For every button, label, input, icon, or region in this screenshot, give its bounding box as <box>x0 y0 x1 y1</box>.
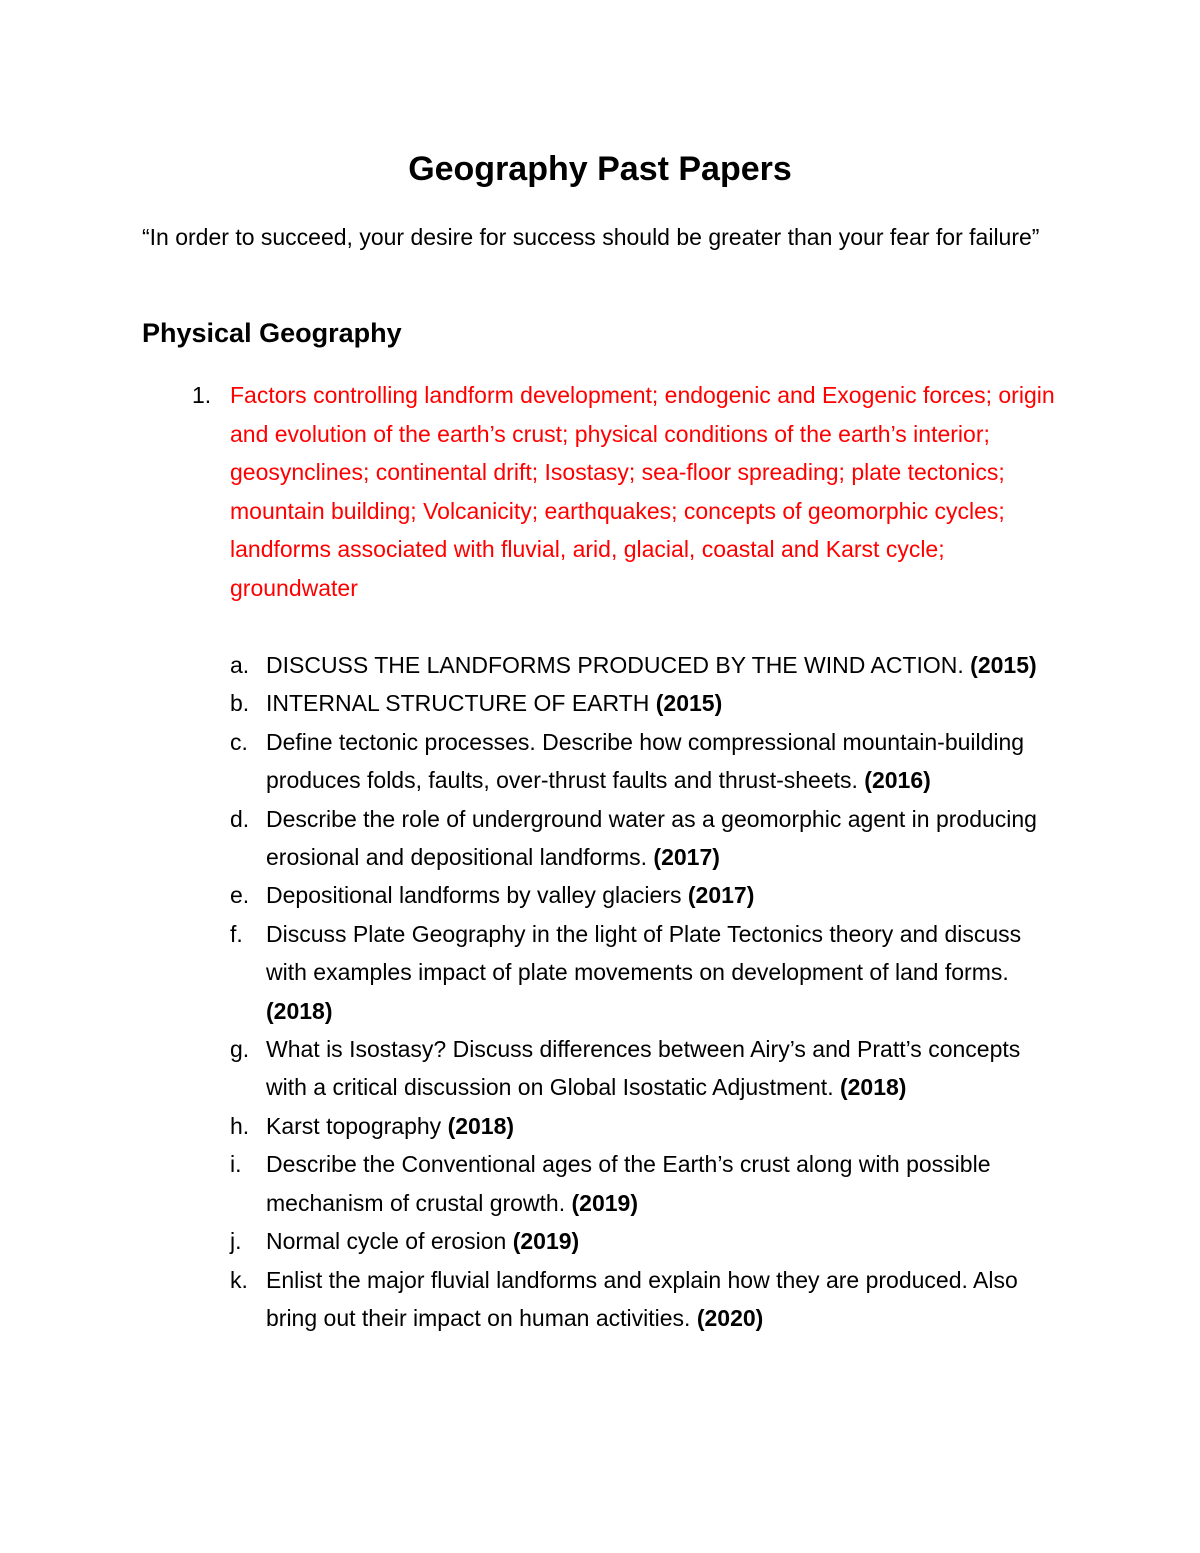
question-year: (2018) <box>447 1112 515 1139</box>
question-body <box>266 1145 1066 1222</box>
question-item <box>0 1222 1200 1260</box>
question-body <box>266 1261 1066 1338</box>
question-item <box>0 723 1200 800</box>
topic-description: Factors controlling landform development; endogenic and Exogenic forces; origin and evolution of the earth’s crust; physical conditions of the earth’s interior; geosynclines; continental drift; Isostasy; sea-floor spreading; plate tectonics; mountain building; Volcanicity; earthquakes; concepts of geomorphic cycles; landforms associated with fluvial, arid, glacial, coastal and Karst cycle; groundwater <box>230 382 1055 601</box>
question-item <box>0 800 1200 877</box>
question-text: Describe the Conventional ages of the Earth’s crust along with possible mechanism of crustal growth. <box>266 1151 991 1216</box>
question-letter: k. <box>230 1266 248 1293</box>
question-body <box>266 1222 1066 1260</box>
question-letter: i. <box>230 1151 242 1178</box>
question-letter: f. <box>230 920 243 947</box>
question-letter: b. <box>230 690 250 717</box>
topic-number: 1. <box>192 382 212 408</box>
question-body <box>266 1030 1066 1107</box>
question-text: Karst topography <box>266 1112 442 1139</box>
question-letter: c. <box>230 728 248 755</box>
document-title: Geography Past Papers <box>408 150 792 188</box>
question-year: (2015) <box>970 652 1037 678</box>
question-text: Describe the role of underground water as a geomorphic agent in producing erosional and depositional landforms. <box>266 805 1037 871</box>
motivational-quote: “In order to succeed, your desire for success should be greater than your fear for failure” <box>142 224 1040 250</box>
question-body <box>266 723 1066 800</box>
question-year: (2019) <box>571 1189 638 1216</box>
question-text: INTERNAL STRUCTURE OF EARTH <box>266 690 650 717</box>
question-year: (2019) <box>512 1228 580 1255</box>
question-body <box>266 800 1066 877</box>
question-year: (2018) <box>266 997 333 1024</box>
question-year: (2017) <box>653 844 720 871</box>
question-year: (2015) <box>655 690 723 717</box>
question-text: What is Isostasy? Discuss differences between Airy’s and Pratt’s concepts with a critical discussion on Global Isostatic Adjustment. <box>266 1036 1021 1101</box>
question-item <box>0 1261 1200 1338</box>
question-item <box>0 876 1200 914</box>
question-body <box>266 876 1066 914</box>
question-text: Normal cycle of erosion <box>266 1228 507 1255</box>
question-text: Define tectonic processes. Describe how compressional mountain-building produces folds, faults, over-thrust faults and thrust-sheets. <box>266 728 1025 794</box>
question-letter: j. <box>230 1228 242 1255</box>
question-text: Depositional landforms by valley glaciers <box>266 882 682 909</box>
question-item <box>0 1030 1200 1107</box>
question-item <box>0 1145 1200 1222</box>
question-body <box>266 684 1066 722</box>
section-heading: Physical Geography <box>142 318 402 348</box>
question-text: Enlist the major fluvial landforms and explain how they are produced. Also bring out their impact on human activities. <box>266 1266 1018 1331</box>
question-body <box>266 1107 1066 1145</box>
question-year: (2020) <box>696 1304 764 1331</box>
question-year: (2016) <box>864 767 931 794</box>
question-text: DISCUSS THE LANDFORMS PRODUCED BY THE WIND ACTION. <box>266 652 964 678</box>
question-letter: a. <box>230 652 250 678</box>
question-letter: d. <box>230 805 250 832</box>
question-item <box>0 646 1200 684</box>
question-item <box>0 1107 1200 1145</box>
question-text: Discuss Plate Geography in the light of Plate Tectonics theory and discuss with examples impact of plate movements on development of land forms. <box>266 920 1022 986</box>
question-body <box>266 915 1066 1030</box>
question-letter: g. <box>230 1036 250 1063</box>
question-year: (2017) <box>687 882 755 909</box>
question-body <box>266 646 1066 684</box>
question-item <box>0 684 1200 722</box>
question-list <box>0 646 1200 1337</box>
question-year: (2018) <box>839 1074 907 1101</box>
question-item <box>0 915 1200 1030</box>
question-letter: e. <box>230 882 250 909</box>
question-letter: h. <box>230 1112 250 1139</box>
